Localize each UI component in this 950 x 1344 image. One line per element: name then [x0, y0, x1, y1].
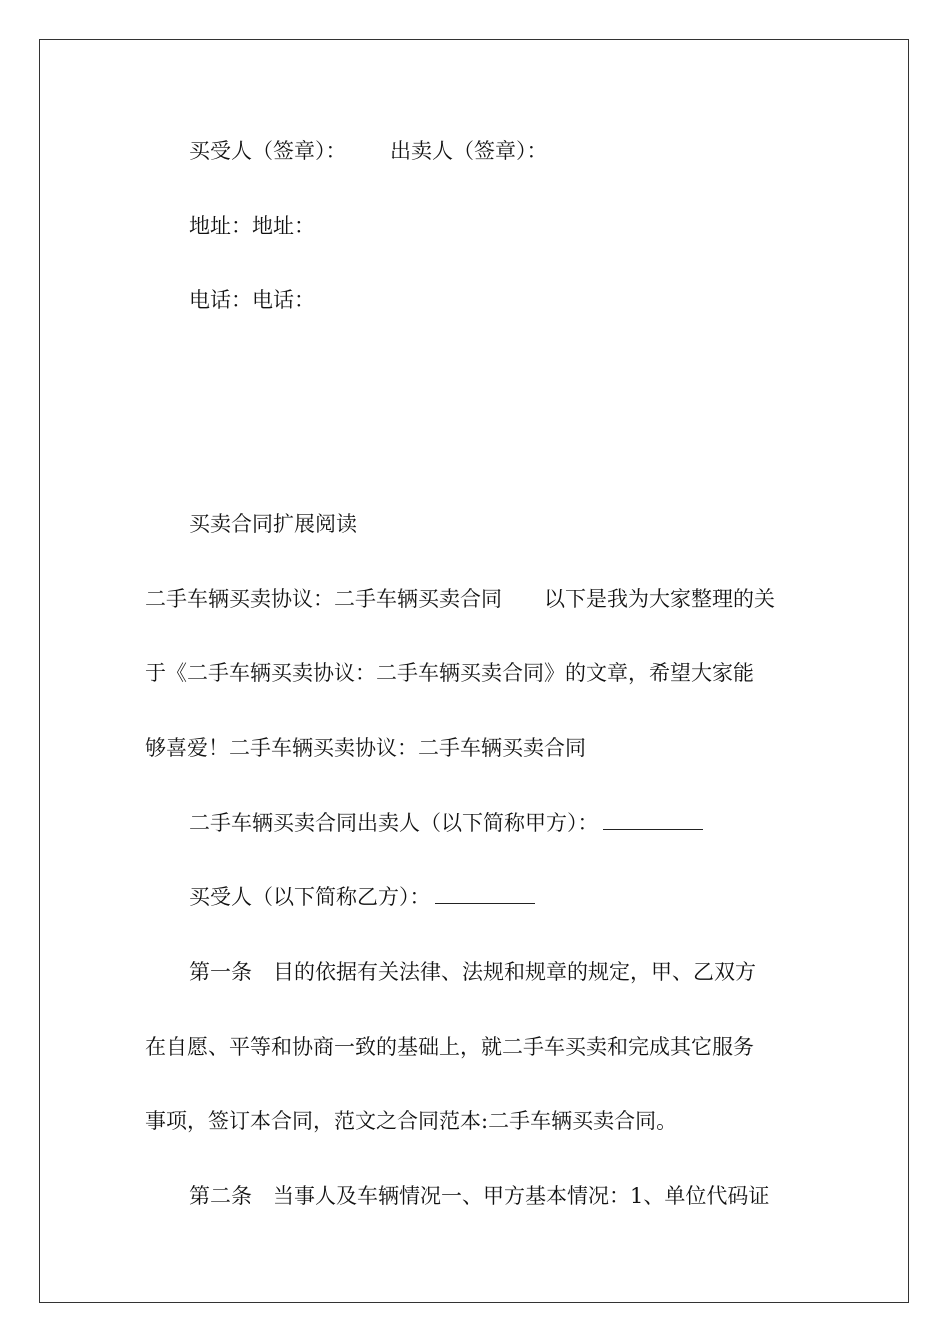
intro-line-3: 够喜爱！二手车辆买卖协议：二手车辆买卖合同	[145, 736, 586, 760]
phone-line: 电话：电话：	[189, 288, 315, 312]
article1-line-2: 在自愿、平等和协商一致的基础上，就二手车买卖和完成其它服务	[145, 1035, 754, 1059]
seller-signature-label: 出卖人（签章）：	[390, 139, 548, 163]
article1-line-1: 第一条 目的依据有关法律、法规和规章的规定，甲、乙双方	[189, 960, 756, 984]
seller-party-label: 二手车辆买卖合同出卖人（以下简称甲方）：	[189, 811, 599, 835]
article1-line-3: 事项，签订本合同，范文之合同范本:二手车辆买卖合同。	[145, 1109, 678, 1133]
article2-line-1: 第二条 当事人及车辆情况一、甲方基本情况：1、单位代码证	[189, 1184, 770, 1208]
intro-line-2: 于《二手车辆买卖协议：二手车辆买卖合同》的文章，希望大家能	[145, 661, 754, 685]
buyer-name-blank	[435, 902, 535, 904]
buyer-party-line	[189, 887, 535, 908]
address-line: 地址：地址：	[189, 214, 315, 238]
intro-line-1: 二手车辆买卖协议：二手车辆买卖合同 以下是我为大家整理的关	[145, 587, 775, 611]
seller-name-blank	[603, 828, 703, 830]
buyer-party-label: 买受人（以下简称乙方）：	[189, 885, 431, 909]
buyer-signature-label: 买受人（签章）：	[189, 139, 347, 163]
extended-reading-heading: 买卖合同扩展阅读	[189, 512, 357, 536]
seller-party-line	[189, 813, 703, 834]
